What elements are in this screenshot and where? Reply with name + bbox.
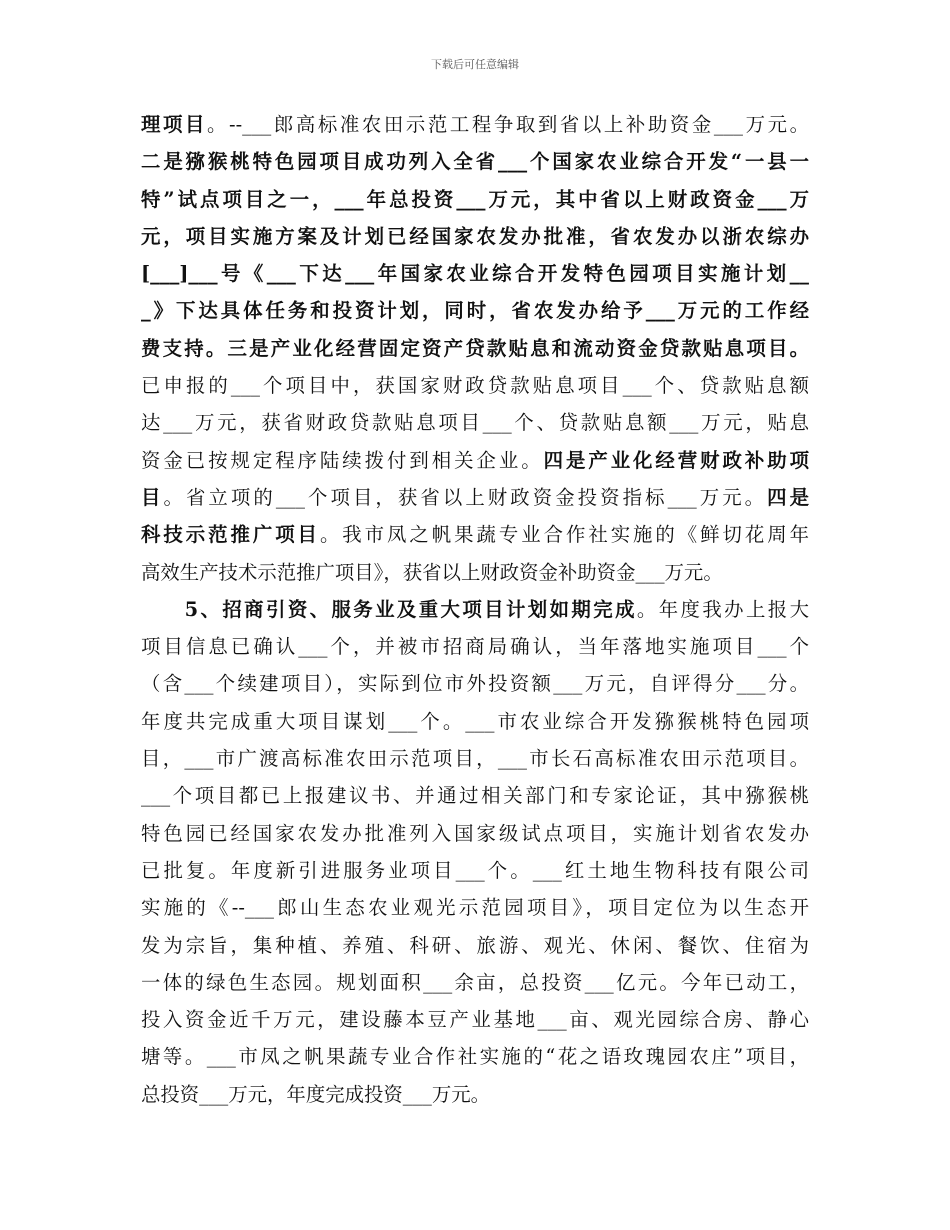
text-segment: 塘等。___市凤之帆果蔬专业合作社实施的“花之语玫瑰园农庄”项目， xyxy=(141,1045,809,1069)
text-line xyxy=(141,740,809,777)
text-line xyxy=(141,516,809,553)
text-line xyxy=(141,889,809,926)
page-header: 下载后可任意编辑 xyxy=(431,58,519,71)
text-segment: 。年度我办上报大 xyxy=(636,597,809,621)
text-line xyxy=(141,665,809,702)
text-segment: 投入资金近千万元，建设藤本豆产业基地___亩、观光园综合房、静心 xyxy=(141,1008,809,1032)
text-segment: 发为宗旨，集种植、养殖、科研、旅游、观光、休闲、餐饮、住宿为 xyxy=(141,933,809,957)
text-segment: 达___万元，获省财政贷款贴息项目___个、贷款贴息额___万元，贴息 xyxy=(141,411,809,435)
text-line xyxy=(141,292,809,329)
text-segment: （含___个续建项目），实际到位市外投资额___万元，自评得分___分。 xyxy=(141,672,809,696)
text-segment: 已申报的___个项目中，获国家财政贷款贴息项目___个、贷款贴息额 xyxy=(141,374,809,398)
text-line xyxy=(141,106,809,143)
text-line xyxy=(141,777,809,814)
text-segment: 项目信息已确认___个，并被市招商局确认，当年落地实施项目___个 xyxy=(141,635,809,659)
text-line xyxy=(141,628,809,665)
bold-text-segment: _》下达具体任务和投资计划，同时，省农发办给予___万元的工作经 xyxy=(141,299,809,323)
text-segment: 一体的绿色生态园。规划面积___余亩，总投资___亿元。今年已动工， xyxy=(141,970,809,994)
bold-text-segment: [___]___号《___下达___年国家农业综合开发特色园项目实施计划__ xyxy=(141,262,809,286)
text-line xyxy=(141,852,809,889)
text-line xyxy=(141,554,809,591)
text-line xyxy=(141,815,809,852)
text-line xyxy=(141,367,809,404)
text-line xyxy=(141,404,809,441)
bold-text-segment: 元，项目实施方案及计划已经国家农发办批准，省农发办以浙农综办 xyxy=(141,224,809,248)
bold-text-segment: 目 xyxy=(141,485,164,509)
bold-text-segment: 二是猕猴桃特色园项目成功列入全省___个国家农业综合开发“一县一 xyxy=(141,150,809,174)
text-line xyxy=(141,927,809,964)
document-body xyxy=(141,106,809,1113)
text-segment: 资金已按规定程序陆续拨付到相关企业。 xyxy=(141,448,544,472)
bold-text-segment: 科技示范推广项目 xyxy=(141,523,320,547)
text-segment: 总投资___万元，年度完成投资___万元。 xyxy=(141,1082,491,1106)
text-segment: 已批复。年度新引进服务业项目___个。___红土地生物科技有限公司 xyxy=(141,858,809,882)
text-line xyxy=(141,964,809,1001)
bold-text-segment: 特”试点项目之一，___年总投资___万元，其中省以上财政资金___万 xyxy=(141,187,809,211)
text-line xyxy=(141,703,809,740)
text-segment: 目，___市广渡高标准农田示范项目，___市长石高标准农田示范项目。 xyxy=(141,747,809,771)
text-line xyxy=(141,479,809,516)
text-line xyxy=(141,181,809,218)
bold-text-segment: 理项目 xyxy=(141,113,208,136)
text-line xyxy=(141,330,809,367)
text-line xyxy=(141,591,809,628)
text-line xyxy=(141,1076,809,1113)
bold-text-segment: 费支持。三是产业化经营固定资产贷款贴息和流动资金贷款贴息项目。 xyxy=(141,336,809,360)
text-line xyxy=(141,1001,809,1038)
bold-text-segment: 四是产业化经营财政补助项 xyxy=(543,448,810,472)
text-segment: 高效生产技术示范推广项目》，获省以上财政资金补助资金___万元。 xyxy=(141,560,723,584)
text-line xyxy=(141,255,809,292)
bold-text-segment: 四是 xyxy=(767,485,810,509)
text-line xyxy=(141,218,809,255)
text-segment: 。我市凤之帆果蔬专业合作社实施的《鲜切花周年 xyxy=(319,523,810,547)
bold-text-segment: 5、招商引资、服务业及重大项目计划如期完成 xyxy=(141,597,637,621)
text-segment: 实施的《--___郎山生态农业观光示范园项目》，项目定位为以生态开 xyxy=(141,896,809,920)
text-segment: 。--___郎高标准农田示范工程争取到省以上补助资金___万元。 xyxy=(207,113,809,136)
text-segment: 特色园已经国家农发办批准列入国家级试点项目，实施计划省农发办 xyxy=(141,821,809,845)
text-line xyxy=(141,1038,809,1075)
text-segment: 年度共完成重大项目谋划___个。___市农业综合开发猕猴桃特色园项 xyxy=(141,709,809,733)
text-segment: ___个项目都已上报建议书、并通过相关部门和专家论证，其中猕猴桃 xyxy=(141,784,809,808)
text-line xyxy=(141,143,809,180)
text-line xyxy=(141,442,809,479)
text-segment: 。省立项的___个项目，获省以上财政资金投资指标___万元。 xyxy=(163,485,768,509)
